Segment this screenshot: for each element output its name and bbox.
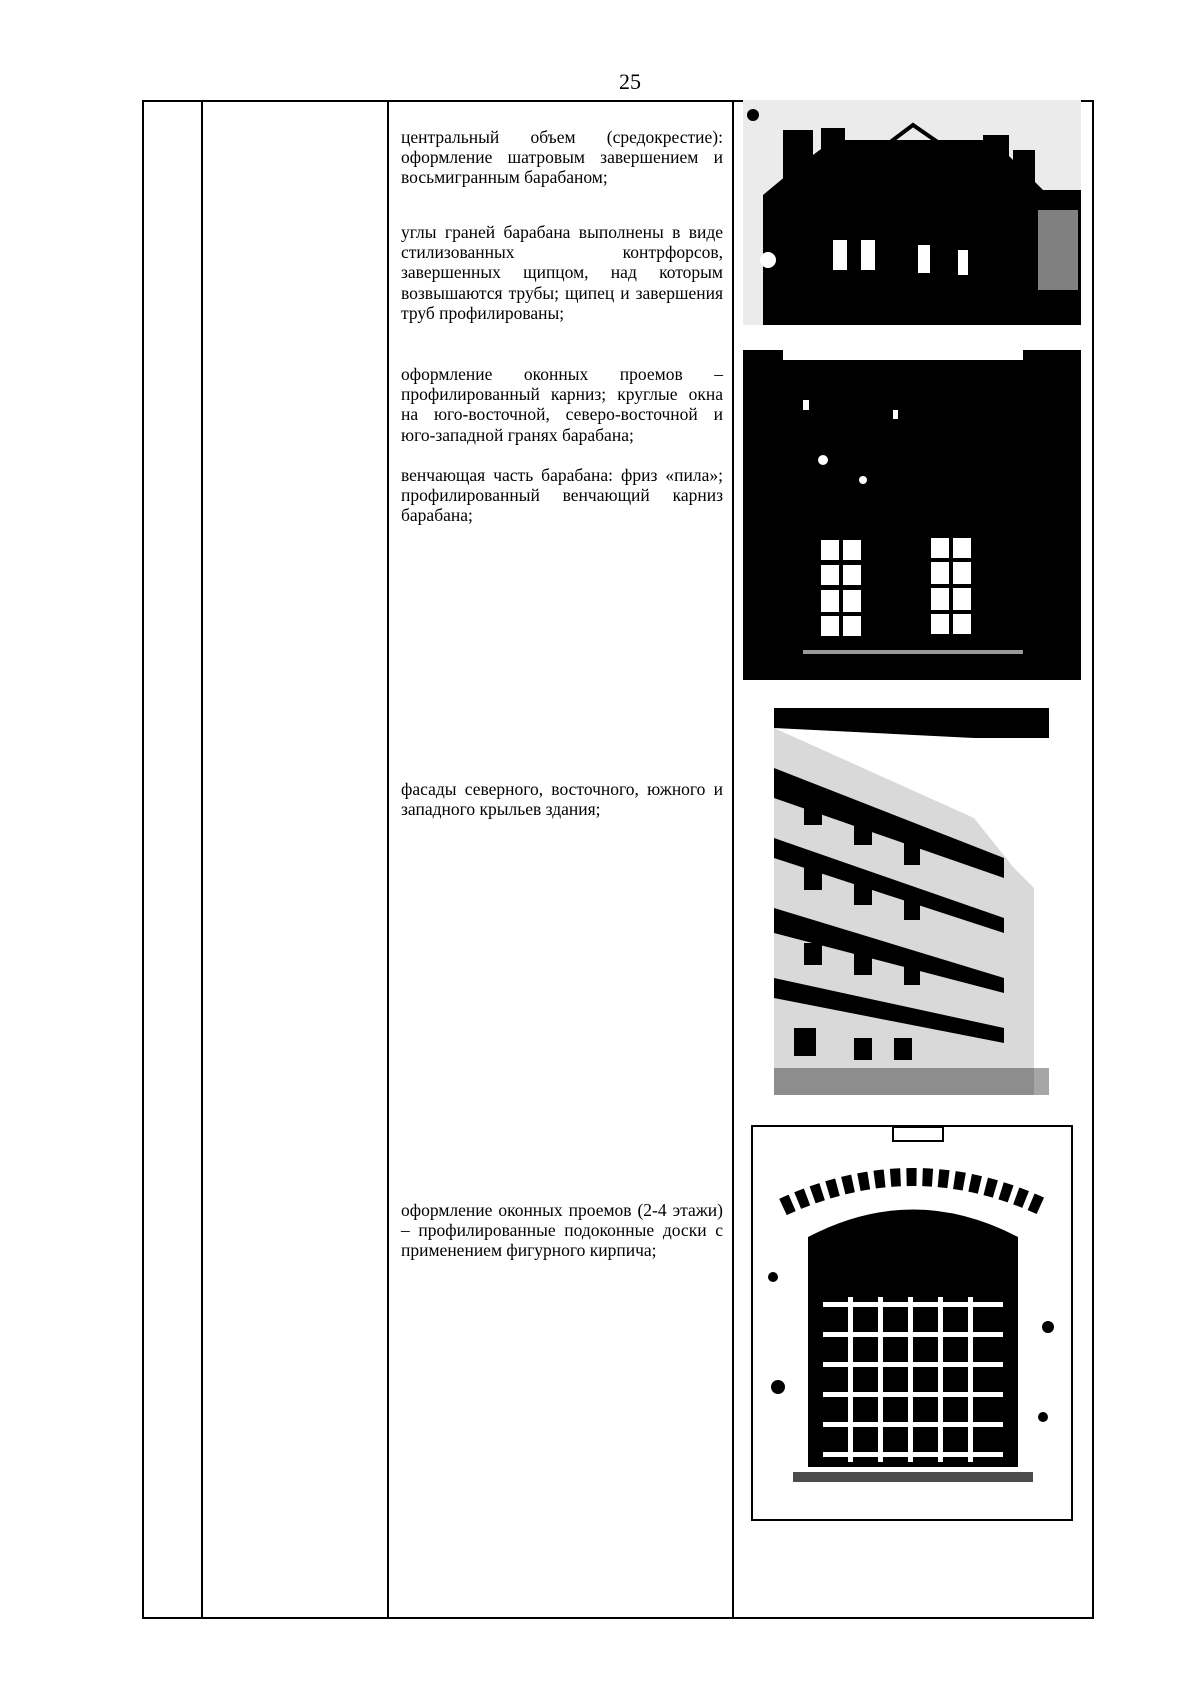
text-central-volume: центральный объем (средокрестие): оформление шатровым завершением и восьмигранным барабаном; bbox=[401, 127, 723, 188]
text-drum-frieze: венчающая часть барабана: фриз «пила»; профилированный венчающий карниз барабана; bbox=[401, 465, 723, 526]
column-divider-3 bbox=[732, 100, 734, 1619]
column-divider-2 bbox=[387, 100, 389, 1619]
photo-barred-window bbox=[751, 1125, 1073, 1521]
page-number: 25 bbox=[619, 69, 641, 94]
photo-tower-chimneys bbox=[743, 100, 1081, 325]
table-right-border bbox=[1092, 100, 1094, 1619]
text-window-cornice: оформление оконных проемов – профилированный карниз; круглые окна на юго-восточной, северо-восточной и юго-западной гранях барабана; bbox=[401, 364, 723, 445]
table-left-border bbox=[142, 100, 144, 1619]
photo-drum-windows bbox=[743, 350, 1081, 680]
text-wing-facades: фасады северного, восточного, южного и западного крыльев здания; bbox=[401, 779, 723, 820]
text-drum-corners: углы граней барабана выполнены в виде стилизованных контрфорсов, завершенных щипцом, над которым возвышаются трубы; щипец и завершения труб профилированы; bbox=[401, 222, 723, 323]
table-bottom-border bbox=[142, 1617, 1094, 1619]
column-divider-1 bbox=[201, 100, 203, 1619]
text-window-sills: оформление оконных проемов (2-4 этажи) – профилированные подоконные доски с применением фигурного кирпича; bbox=[401, 1200, 723, 1261]
photo-wing-facade bbox=[774, 708, 1049, 1095]
